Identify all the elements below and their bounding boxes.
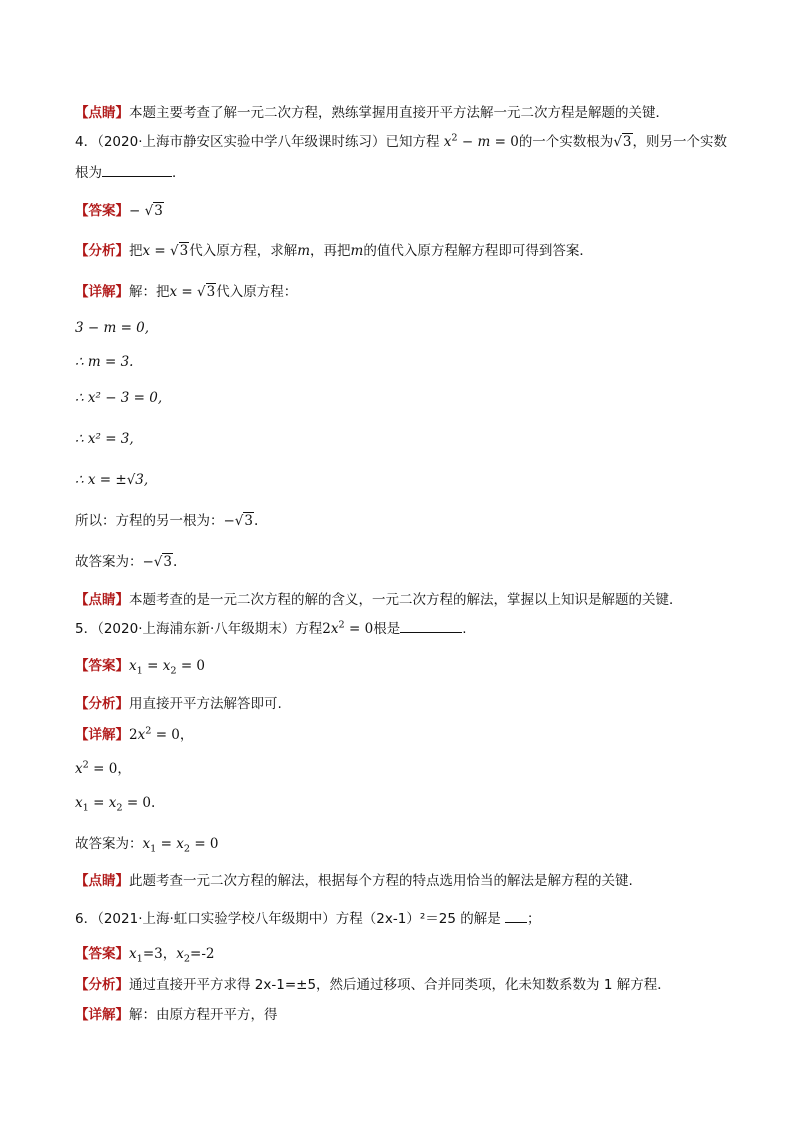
dianjing-text: 此题考查一元二次方程的解法，根据每个方程的特点选用恰当的解法是解方程的关键. xyxy=(129,873,633,889)
fenxi-text: ，再把 xyxy=(310,243,351,259)
stem-text: 根为 xyxy=(75,165,102,181)
dianjing-tag: 【点睛】 xyxy=(75,873,129,889)
q4-other-root-line xyxy=(75,511,258,531)
equation: $x^2 - m = 0$ xyxy=(443,132,519,150)
xiangjie-text: 解：把 xyxy=(129,284,170,300)
equation: x = √3 xyxy=(142,243,189,259)
question-source: （2020·上海市静安区实验中学八年级课时练习） xyxy=(97,134,386,150)
xiangjie-tag: 【详解】 xyxy=(75,284,129,300)
other-root-value: −√3. xyxy=(223,513,259,529)
stem-text: ； xyxy=(527,911,541,927)
step-line: ∴ x² − 3 = 0, xyxy=(75,390,163,406)
dianjing-tag: 【点睛】 xyxy=(75,592,129,608)
q4-fenxi-line xyxy=(75,241,593,261)
step-line: $x_1 = x_2 = 0$. xyxy=(75,795,156,814)
dianjing-tag: 【点睛】 xyxy=(75,105,129,121)
q4-stem-line1 xyxy=(75,132,727,152)
equation: x = √3 xyxy=(169,284,216,300)
dianjing-text: 本题考查的是一元二次方程的解的含义，一元二次方程的解法，掌握以上知识是解题的关键． xyxy=(129,592,683,608)
stem-text: 已知方程 xyxy=(385,134,440,150)
xiangjie-tag: 【详解】 xyxy=(75,727,129,743)
fenxi-tag: 【分析】 xyxy=(75,977,129,993)
question-source: （2021·上海·虹口实验学校八年级期中） xyxy=(97,911,336,927)
question-number: 4． xyxy=(75,134,98,150)
question-number: 5． xyxy=(75,621,98,637)
stem-text: ，则另一个实数 xyxy=(632,134,728,150)
answer-value: $x_1 = x_2 = 0$ xyxy=(129,658,206,677)
fenxi-text: 把 xyxy=(129,243,143,259)
xiangjie-text: 解：由原方程开平方，得 xyxy=(129,1007,278,1023)
q6-answer-line xyxy=(75,944,215,964)
q4-answer-line xyxy=(75,201,164,221)
answer-tag: 【答案】 xyxy=(75,946,129,962)
fenxi-text: 用直接开平方法解答即可. xyxy=(129,696,282,712)
q4-dianjing-line xyxy=(75,590,683,610)
step-line: ∴ m = 3. xyxy=(75,354,134,370)
fenxi-text: 通过直接开平方求得 2x-1=±5，然后通过移项、合并同类项，化未知数系数为 1 解方程． xyxy=(129,977,671,993)
step-line: $x^2 = 0$， xyxy=(75,759,131,777)
fenxi-tag: 【分析】 xyxy=(75,243,129,259)
sqrt-expression: √3 xyxy=(613,134,632,150)
q6-stem-line xyxy=(75,909,541,929)
question-number: 6． xyxy=(75,911,98,927)
final-value: $x_1 = x_2 = 0$ xyxy=(142,836,219,855)
question-source: （2020·上海浦东新·八年级期末） xyxy=(97,621,296,637)
fenxi-text: 的值代入原方程解方程即可得到答案． xyxy=(363,243,593,259)
q4-final-line xyxy=(75,552,177,572)
stem-text: 的一个实数根为 xyxy=(518,134,614,150)
answer-blank xyxy=(102,164,172,177)
stem-text: . xyxy=(462,621,467,637)
q5-xiangjie-line xyxy=(75,725,193,745)
xiangjie-tag: 【详解】 xyxy=(75,1007,129,1023)
q3-dianjing-line xyxy=(75,103,669,123)
answer-value: − √3 xyxy=(129,203,163,219)
xiangjie-text: 代入原方程： xyxy=(216,284,298,300)
final-text: 故答案为： xyxy=(75,836,143,852)
q4-xiangjie-line xyxy=(75,282,297,302)
other-root-text: 所以：方程的另一根为： xyxy=(75,513,224,529)
final-text: 故答案为： xyxy=(75,554,143,570)
final-value: −√3. xyxy=(142,554,178,570)
answer-value: $x_1=3$，$x_2=-2$ xyxy=(129,946,215,965)
fenxi-text: 代入原方程，求解 xyxy=(189,243,298,259)
step-line: 3 − m = 0, xyxy=(75,320,150,336)
q6-fenxi-line xyxy=(75,975,671,995)
q4-stem-line2 xyxy=(75,163,186,183)
q5-stem-line xyxy=(75,619,467,639)
answer-tag: 【答案】 xyxy=(75,658,129,674)
stem-text: ． xyxy=(172,165,186,181)
variable-m: m xyxy=(350,243,364,259)
q5-final-line xyxy=(75,834,219,854)
variable-m: m xyxy=(297,243,311,259)
answer-blank xyxy=(505,910,527,923)
step-line: ∴ x = ±√3, xyxy=(75,472,149,488)
stem-text: 根是 xyxy=(373,621,401,637)
answer-tag: 【答案】 xyxy=(75,203,129,219)
punctuation: ， xyxy=(179,727,194,743)
stem-text: 方程（2x-1）²＝25 的解是 xyxy=(335,911,501,927)
q5-dianjing-line xyxy=(75,871,633,891)
step-line: ∴ x² = 3, xyxy=(75,431,134,447)
equation: $2x^2 = 0$ xyxy=(322,619,374,637)
stem-text: 方程 xyxy=(295,621,323,637)
q6-xiangjie-line xyxy=(75,1005,278,1025)
q5-fenxi-line xyxy=(75,694,282,714)
equation: $2x^2 = 0$ xyxy=(129,725,180,743)
fenxi-tag: 【分析】 xyxy=(75,696,129,712)
q5-answer-line xyxy=(75,656,205,676)
dianjing-text: 本题主要考查了解一元二次方程，熟练掌握用直接开平方法解一元二次方程是解题的关键． xyxy=(129,105,669,121)
answer-blank xyxy=(400,620,462,633)
